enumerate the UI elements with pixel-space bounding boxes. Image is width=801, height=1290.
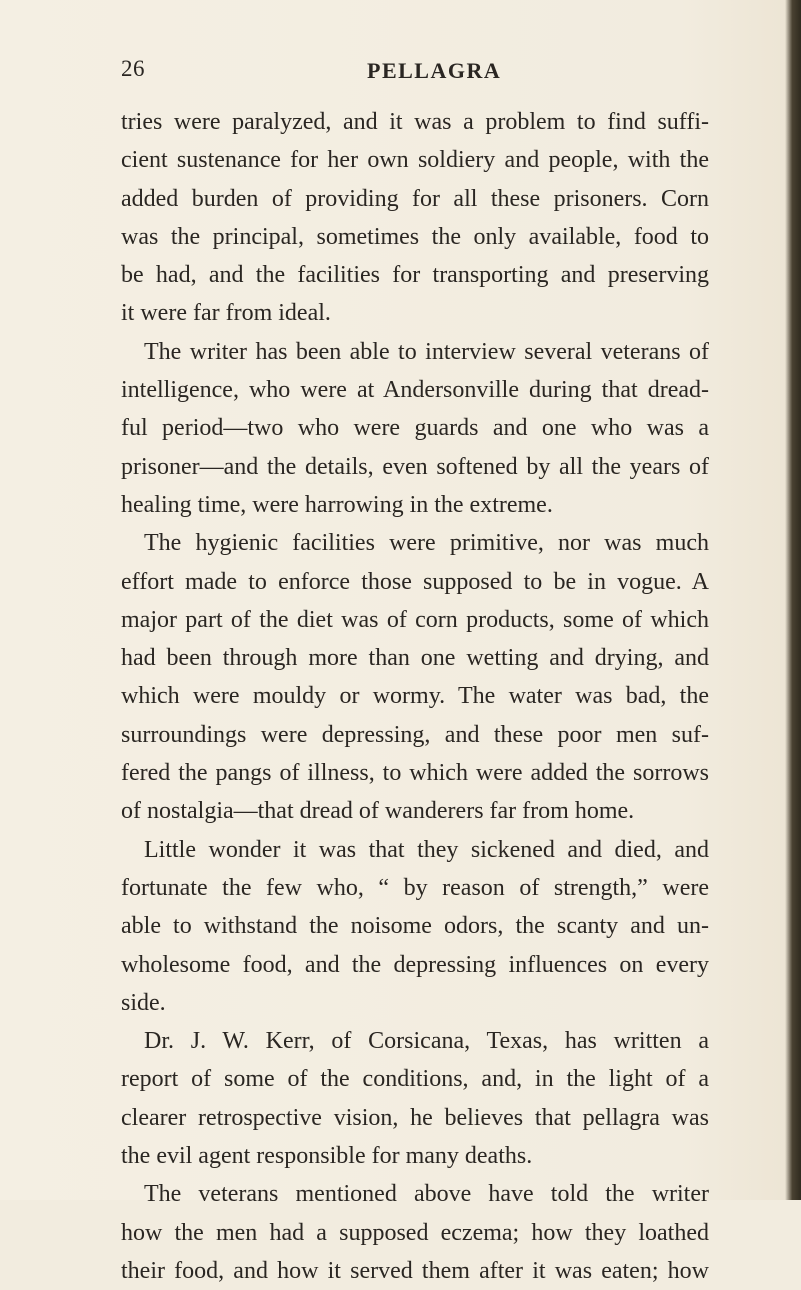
text-line: tries were paralyzed, and it was a problem to find suffi- <box>121 109 709 135</box>
text-line: prisoner—and the details, even softened by all the years of <box>121 453 709 480</box>
text-line: effort made to enforce those supposed to be in vogue. A <box>121 568 709 595</box>
text-line: The hygienic facilities were primitive, nor was much <box>144 530 709 557</box>
text-line: their food, and how it served them after it was eaten; how <box>121 1257 709 1284</box>
text-line: added burden of providing for all these prisoners. Corn <box>121 185 709 212</box>
text-line: able to withstand the noisome odors, the scanty and un- <box>121 913 709 940</box>
text-line: which were mouldy or wormy. The water was bad, the <box>121 683 709 710</box>
running-title: PELLAGRA <box>367 58 502 83</box>
text-line: ful period—two who were guards and one who was a <box>121 415 709 442</box>
text-line: The veterans mentioned above have told the writer <box>144 1181 709 1208</box>
text-line: how the men had a supposed eczema; how they loathed <box>121 1219 709 1246</box>
text-line: it were far from ideal. <box>121 300 331 327</box>
text-line: intelligence, who were at Andersonville during that dread- <box>121 377 709 404</box>
text-line: wholesome food, and the depressing influences on every <box>121 951 709 978</box>
text-line: was the principal, sometimes the only available, food to <box>121 223 709 250</box>
text-line: Dr. J. W. Kerr, of Corsicana, Texas, has written a <box>144 1028 709 1055</box>
text-line: had been through more than one wetting and drying, and <box>121 645 709 672</box>
text-line: fered the pangs of illness, to which were added the sorrows <box>121 760 709 787</box>
text-line: fortunate the few who, “ by reason of strength,” were <box>121 874 709 901</box>
page-number: 26 <box>121 56 145 81</box>
text-line: be had, and the facilities for transporting and preserving <box>121 262 709 289</box>
text-line: clearer retrospective vision, he believes that pellagra was <box>121 1104 709 1131</box>
text-line: Little wonder it was that they sickened and died, and <box>144 836 709 863</box>
page-edge-shadow <box>785 0 801 1200</box>
text-line: side. <box>121 989 166 1016</box>
text-line: cient sustenance for her own soldiery and people, with the <box>121 147 709 174</box>
text-line: of nostalgia—that dread of wanderers far from home. <box>121 798 635 825</box>
body-text <box>121 103 709 1290</box>
text-line: The writer has been able to interview several veterans of <box>144 338 709 365</box>
text-line: major part of the diet was of corn products, some of which <box>121 606 709 633</box>
text-line: healing time, were harrowing in the extreme. <box>121 491 553 518</box>
text-line: the evil agent responsible for many deaths. <box>121 1143 533 1170</box>
text-line: report of some of the conditions, and, in the light of a <box>121 1066 709 1093</box>
running-head <box>0 56 780 90</box>
text-line: surroundings were depressing, and these poor men suf- <box>121 721 709 748</box>
